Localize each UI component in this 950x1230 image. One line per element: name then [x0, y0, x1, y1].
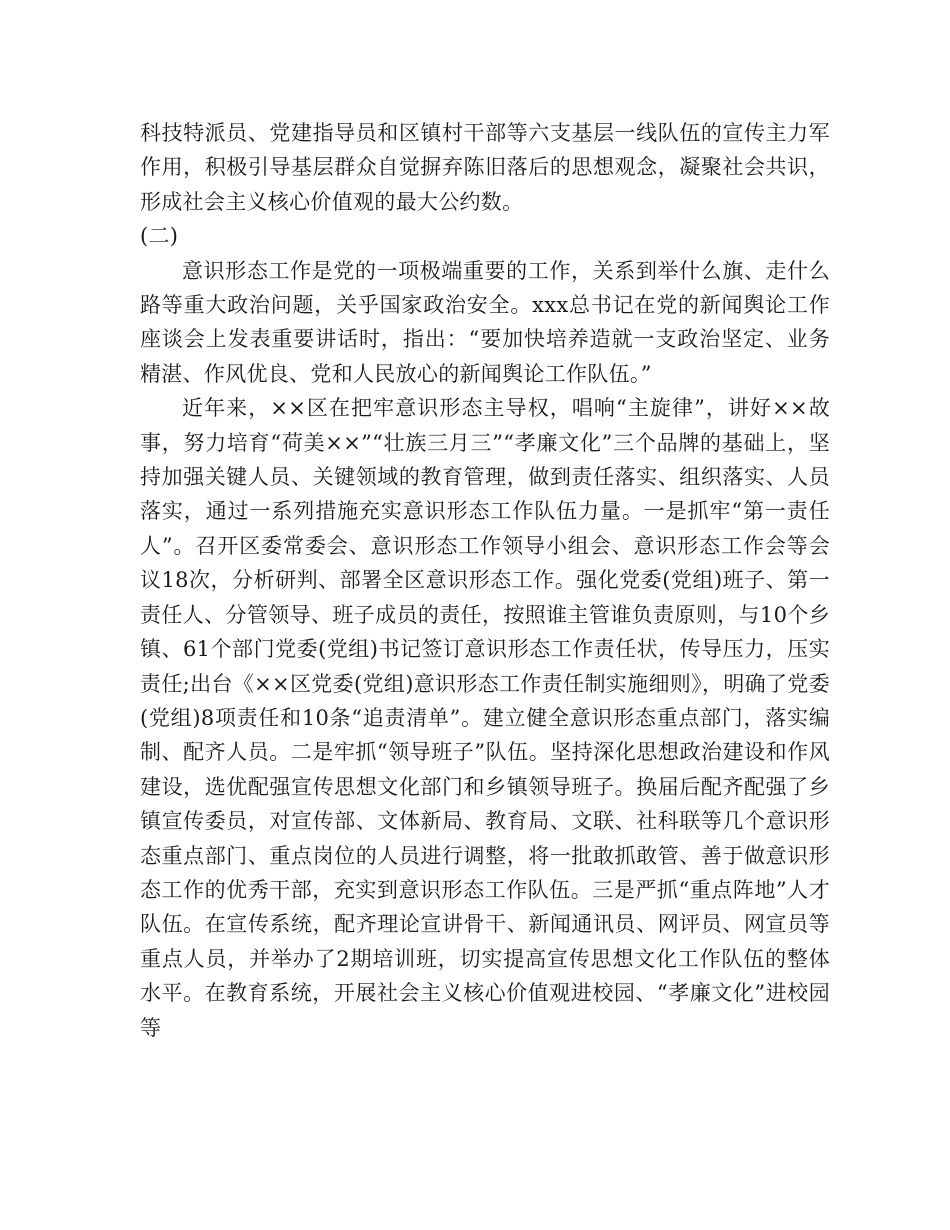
paragraph-ideology-importance: 意识形态工作是党的一项极端重要的工作，关系到举什么旗、走什么路等重大政治问题，关乎国家政治安全。xxx总书记在党的新闻舆论工作座谈会上发表重要讲话时，指出：“要加快培养造就一支政治坚定、业务精湛、作风优良、党和人民放心的新闻舆论工作队伍。” — [140, 258, 830, 386]
paragraph-continuation: 科技特派员、党建指导员和区镇村干部等六支基层一线队伍的宣传主力军作用，积极引导基层群众自觉摒弃陈旧落后的思想观念，凝聚社会共识，形成社会主义核心价值观的最大公约数。 — [140, 121, 830, 214]
paragraph-district-measures: 近年来，××区在把牢意识形态主导权，唱响“主旋律”，讲好××故事，努力培育“荷美××”“壮族三月三”“孝廉文化”三个品牌的基础上，坚持加强关键人员、关键领域的教育管理，做到责任落实、组织落实、人员落实，通过一系列措施充实意识形态工作队伍力量。一是抓牢“第一责任人”。召开区委常委会、意识形态工作领导小组会、意识形态工作会等会议18次，分析研判、部署全区意识形态工作。强化党委(党组)班子、第一责任人、分管领导、班子成员的责任，按照谁主管谁负责原则，与10个乡镇、61个部门党委(党组)书记签订意识形态工作责任状，传导压力，压实责任;出台《××区党委(党组)意识形态工作责任制实施细则》，明确了党委(党组)8项责任和10条“追责清单”。建立健全意识形态重点部门，落实编制、配齐人员。二是牢抓“领导班子”队伍。坚持深化思想政治建设和作风建设，选优配强宣传思想文化部门和乡镇领导班子。换届后配齐配强了乡镇宣传委员，对宣传部、文体新局、教育局、文联、社科联等几个意识形态重点部门、重点岗位的人员进行调整，将一批敢抓敢管、善于做意识形态工作的优秀干部，充实到意识形态工作队伍。三是严抓“重点阵地”人才队伍。在宣传系统，配齐理论宣讲骨干、新闻通讯员、网评员、网宣员等重点人员，并举办了2期培训班，切实提高宣传思想文化工作队伍的整体水平。在教育系统，开展社会主义核心价值观进校园、“孝廉文化”进校园等 — [140, 396, 830, 1040]
document-body — [140, 116, 830, 1045]
section-heading: (二) — [140, 224, 179, 249]
